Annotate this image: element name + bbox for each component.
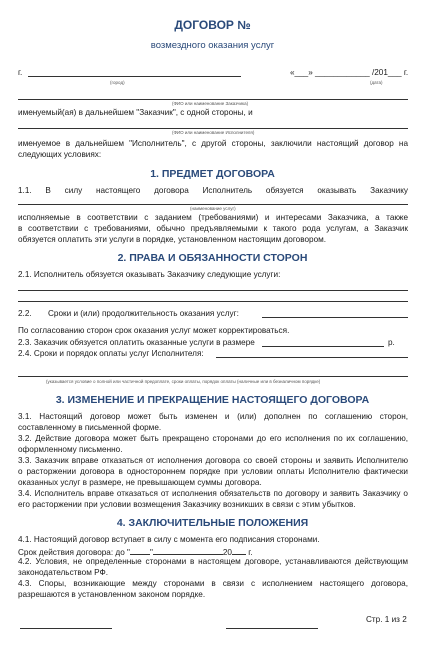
customer-field-line xyxy=(18,99,408,100)
clause-4-1-line-1: 4.1. Настоящий договор вступает в силу с момента его подписания сторонами. xyxy=(18,535,320,544)
city-caption: (город) xyxy=(110,80,125,85)
term-prefix: Срок действия договора: до " xyxy=(18,548,130,557)
clause-1-1-line-3: в соответствии с требованиями, обычно предъявляемыми к такого рода услугам, а Заказчик xyxy=(18,224,408,233)
clause-3-2-line-2: оформленному письменно. xyxy=(18,445,123,454)
clause-3-1-line-1: 3.1. Настоящий договор может быть изменен и (или) дополнен по соглашению сторон, xyxy=(18,412,408,421)
executor-field-line xyxy=(18,128,408,129)
section-2-heading: 2. ПРАВА И ОБЯЗАННОСТИ СТОРОН xyxy=(117,252,308,264)
date-line: «___» ____________ /201___ г. xyxy=(290,68,409,77)
signature-line-customer xyxy=(20,628,112,629)
clause-3-1-line-2: составленному в письменной форме. xyxy=(18,423,162,432)
clause-4-3-line-2: разрешаются в установленном законом порядке. xyxy=(18,590,206,599)
term-year-line xyxy=(232,546,246,555)
clause-4-3-line-1: 4.3. Споры, возникающие между сторонами в связи с исполнением настоящего договора, xyxy=(18,579,408,588)
term-year-prefix: 20 xyxy=(222,548,232,557)
clause-4-2-line-1: 4.2. Условия, не определенные сторонами в настоящем договоре, устанавливаются действующим xyxy=(18,557,408,566)
clause-2-1: 2.1. Исполнитель обязуется оказывать Заказчику следующие услуги: xyxy=(18,270,281,279)
clause-2-4: 2.4. Сроки и порядок оплаты услуг Исполнителя: xyxy=(18,349,204,358)
term-quote: " xyxy=(149,548,153,557)
customer-line: именуемый(ая) в дальнейшем "Заказчик", с одной стороны, и xyxy=(18,108,253,117)
executor-line-2: следующих условиях: xyxy=(18,150,102,159)
document-subtitle: возмездного оказания услуг xyxy=(150,40,275,51)
clause-2-4-line-2 xyxy=(18,376,408,377)
section-1-heading: 1. ПРЕДМЕТ ДОГОВОРА xyxy=(150,168,275,180)
clause-2-4-caption: (указывается условие о полной или частичной предоплате, сроки оплаты, порядок оплаты (наличные или в безналичном порядке) xyxy=(46,379,321,384)
date-caption: (дата) xyxy=(370,80,383,85)
clause-2-2-field-line xyxy=(262,317,408,318)
clause-2-3-currency: р. xyxy=(388,338,395,347)
clause-3-4-line-2: его расторжении при условии возмещения Заказчику возникших в связи с этим убытков. xyxy=(18,500,356,509)
customer-caption: (ФИО или наименование Заказчика) xyxy=(172,101,249,106)
city-prefix: г. xyxy=(18,68,23,77)
services-field-line xyxy=(18,204,408,205)
clause-3-2-line-1: 3.2. Действие договора может быть прекращено сторонами до его исполнения по их соглашению, xyxy=(18,434,408,443)
clause-3-4-line-1: 3.4. Исполнитель вправе отказаться от исполнения обязательств по договору и заявить Заказчику о xyxy=(18,489,408,498)
clause-3-3-line-1: 3.3. Заказчик вправе отказаться от исполнения договора со своей стороны и заявить Исполнителю xyxy=(18,456,408,465)
clause-2-2-text: Сроки и (или) продолжительность оказания услуг: xyxy=(48,309,239,318)
term-day-line xyxy=(130,546,150,555)
clause-1-1-line-1: 1.1. В силу настоящего договора Исполнитель обязуется оказывать Заказчику xyxy=(18,186,408,195)
signature-line-executor xyxy=(226,628,318,629)
clause-2-3-amount-line xyxy=(262,346,384,347)
clause-3-3-line-3: оказанных услуг в размере, не превышающем суммы договора. xyxy=(18,478,262,487)
term-year-suffix: г. xyxy=(248,548,253,557)
services-caption: (наименование услуг) xyxy=(190,206,236,211)
clause-3-3-line-2: о расторжении договора в одностороннем порядке при условии оплаты Исполнителю фактически xyxy=(18,467,408,476)
clause-4-2-line-2: законодательством РФ. xyxy=(18,568,108,577)
clause-2-4-field-line xyxy=(216,357,408,358)
clause-1-1-line-4: обязуется оплатить эти услуги в порядке, установленном настоящим договором. xyxy=(18,235,327,244)
clause-2-2-number: 2.2. xyxy=(18,309,32,318)
clause-2-2-note: По согласованию сторон срок оказания услуг может корректироваться. xyxy=(18,326,290,335)
clause-2-3: 2.3. Заказчик обязуется оплатить оказанные услуги в размере xyxy=(18,338,255,347)
clause-1-1-line-2: исполняемые в соответствии с заданием (требованиями) и интересами Заказчика, а также xyxy=(18,213,408,222)
executor-line-1: именуемое в дальнейшем "Исполнитель", с другой стороны, заключили настоящий договор на xyxy=(18,139,408,148)
section-4-heading: 4. ЗАКЛЮЧИТЕЛЬНЫЕ ПОЛОЖЕНИЯ xyxy=(116,517,309,529)
clause-2-1-line-1 xyxy=(18,290,408,291)
document-title: ДОГОВОР № xyxy=(174,18,251,32)
term-month-line xyxy=(153,546,223,555)
city-field-line xyxy=(28,76,241,77)
executor-caption: (ФИО или наименование Исполнителя) xyxy=(172,130,255,135)
page-number: Стр. 1 из 2 xyxy=(366,615,407,624)
clause-2-1-line-2 xyxy=(18,301,408,302)
section-3-heading: 3. ИЗМЕНЕНИЕ И ПРЕКРАЩЕНИЕ НАСТОЯЩЕГО ДОГОВОРА xyxy=(55,394,370,406)
